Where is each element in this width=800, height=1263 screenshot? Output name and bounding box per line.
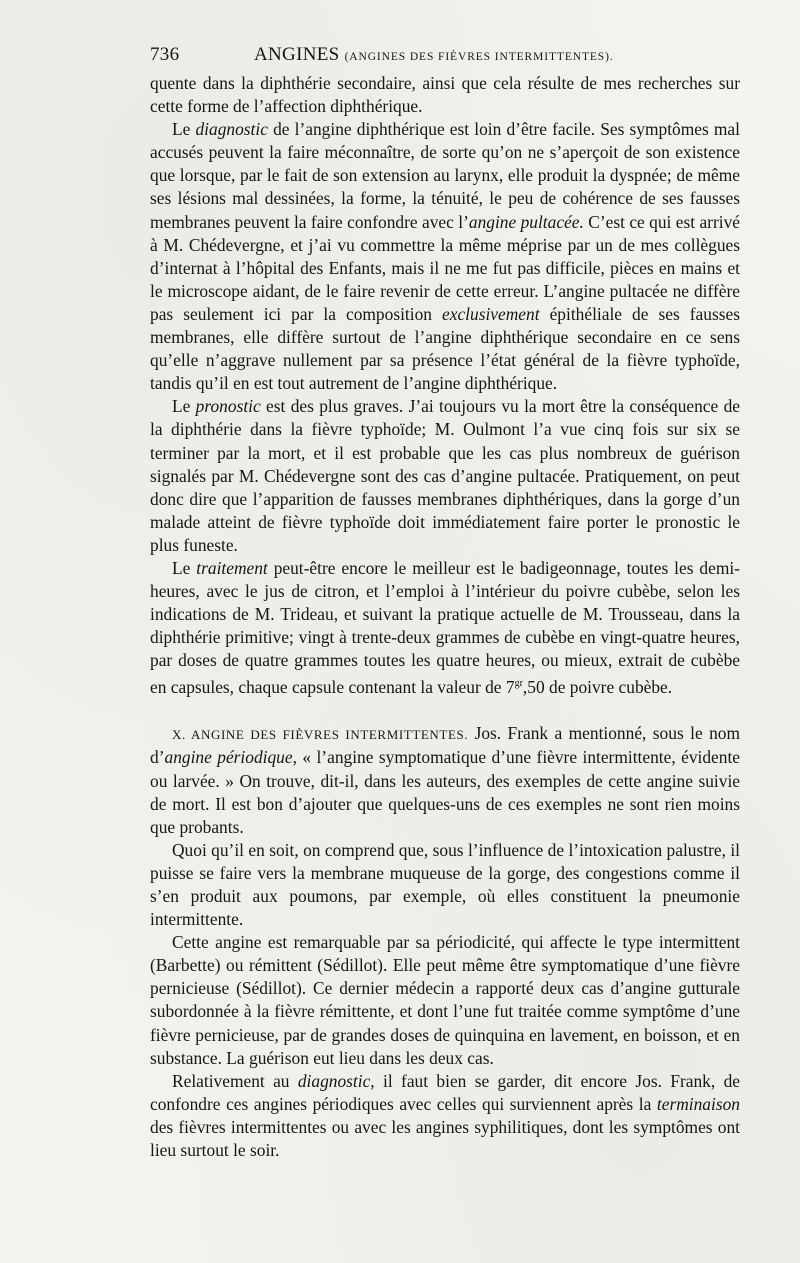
section-heading: X. ANGINE DES FIÈVRES INTERMITTENTES. [172, 727, 469, 743]
italic-term: diagnostic [195, 119, 268, 140]
text-run: C’est ce qui est arrivé à M. Chédevergne, et j’ai vu commettre la même méprise par un de mes collègues d’internat à l’hôpital des Enfants, mais il ne me fut pas difficile, pièces en mains et le microscope aidant, de le faire revenir de cette erreur. L’angine pultacée ne diffère pas seulement ici par la composition [150, 211, 740, 324]
text-run: est des plus graves. J’ai toujours vu la mort être la conséquence de la diphthérie dans la fièvre typhoïde; M. Oulmont l’a vue cinq fois sur six se terminer par la mort, et il est probable que les cas plus nombreux de guérison signalés par M. Chédevergne sont des cas d’angine pultacée. Pratiquement, on peut donc dire que l’apparition de fausses membranes diphthériques, dans la gorge d’un malade atteint de fièvre typhoïde doit immédiatement faire porter le pronostic le plus funeste. [150, 396, 740, 555]
paragraph-palustre [150, 839, 740, 931]
paragraph-periodicite [150, 931, 740, 1070]
italic-term: exclusivement [442, 303, 540, 324]
running-head-subtitle: (ANGINES DES FIÈVRES INTERMITTENTES). [344, 51, 614, 63]
running-head [150, 44, 742, 72]
paragraph-traitement [150, 557, 740, 699]
body-text [150, 72, 740, 1162]
text-run: ,50 de poivre cubèbe. [522, 677, 673, 698]
paragraph-diagnostic-frank [150, 1070, 740, 1162]
italic-term: angine périodique, [164, 747, 297, 768]
paragraph-continuation [150, 72, 740, 118]
text-run: Jos. Frank a mentionné, sous le nom d’ [150, 723, 740, 768]
text-run: Le [172, 119, 196, 140]
running-head-main: ANGINES [254, 44, 340, 65]
text-run: Le [172, 396, 196, 417]
text-run: des fièvres intermittentes ou avec les angines syphilitiques, dont les symptômes ont lieu surtout le soir. [150, 1116, 740, 1161]
italic-term: angine pultacée. [468, 211, 584, 232]
page-number: 736 [150, 44, 180, 65]
text-run: « l’angine symptomatique d’une fièvre intermittente, évidente ou larvée. » On trouve, dit-il, dans les auteurs, des exemples de cette angine suivie de mort. Il est bon d’ajouter que quelques-uns de ces exemples ne sont rien moins que probants. [150, 747, 741, 837]
italic-term: diagnostic, [297, 1070, 375, 1091]
text-run: Relativement au [172, 1070, 298, 1091]
text-run: de l’angine diphthérique est loin d’être facile. Ses symptômes mal accusés peuvent la faire méconnaître, de sorte qu’on ne s’aperçoit de son existence que lorsque, par le fait de son extension au larynx, elle produit la dyspnée; de même ses lésions mal dessinées, la forme, la ténuité, le peu de cohérence de ses fausses membranes peuvent la faire confondre avec l’ [150, 119, 740, 232]
italic-term: traitement [196, 557, 268, 578]
italic-term: terminaison [656, 1093, 740, 1114]
text-run: Le [172, 557, 197, 578]
paragraph-pronostic [150, 395, 740, 557]
text-run: peut-être encore le meilleur est le badigeonnage, toutes les demi-heures, avec le jus de citron, et l’emploi à l’intérieur du poivre cubèbe, selon les indications de M. Trideau, et suivant la pratique actuelle de M. Trousseau, dans la diphthérie primitive; vingt à trente-deux grammes de cubèbe en vingt-quatre heures, par doses de quatre grammes toutes les quatre heures, ou mieux, extrait de cubèbe en capsules, chaque capsule contenant la valeur de 7 [150, 557, 740, 698]
paragraph-section-x [150, 722, 740, 838]
paragraph-diagnostic [150, 118, 740, 395]
paragraph-text: Cette angine est remarquable par sa périodicité, qui affecte le type intermittent (Barbette) ou rémittent (Sédillot). Elle peut même être symptomatique d’une fièvre pernicieuse (Sédillot). Ce dernier médecin a rapporté deux cas d’angine gutturale subordonnée à la fièvre rémittente, et dont l’une fut traitée comme symptôme d’une fièvre pernicieuse, par de grandes doses de quinquina en lavement, en boisson, et en substance. La guérison eut lieu dans les deux cas. [150, 932, 740, 1068]
text-run: épithéliale de ses fausses membranes, elle diffère surtout de l’angine diphthérique secondaire en ce sens qu’elle n’aggrave nullement par sa présence l’état général de la fièvre typhoïde, tandis qu’il en est tout autrement de l’angine diphthérique. [150, 303, 740, 394]
italic-term: pronostic [195, 396, 261, 417]
running-head-title [254, 44, 614, 66]
superscript-unit: gr [514, 678, 523, 690]
paragraph-text: quente dans la diphthérie secondaire, ainsi que cela résulte de mes recherches sur cette forme de l’affection diphthérique. [150, 73, 740, 117]
paragraph-text: Quoi qu’il en soit, on comprend que, sous l’influence de l’intoxication palustre, il puisse se faire vers la membrane muqueuse de la gorge, des congestions comme il s’en produit aux poumons, par exemple, où elles constituent la pneumonie intermittente. [150, 839, 740, 930]
text-run: il faut bien se garder, dit encore Jos. Frank, de confondre ces angines périodiques avec celles qui surviennent après la [150, 1070, 740, 1114]
